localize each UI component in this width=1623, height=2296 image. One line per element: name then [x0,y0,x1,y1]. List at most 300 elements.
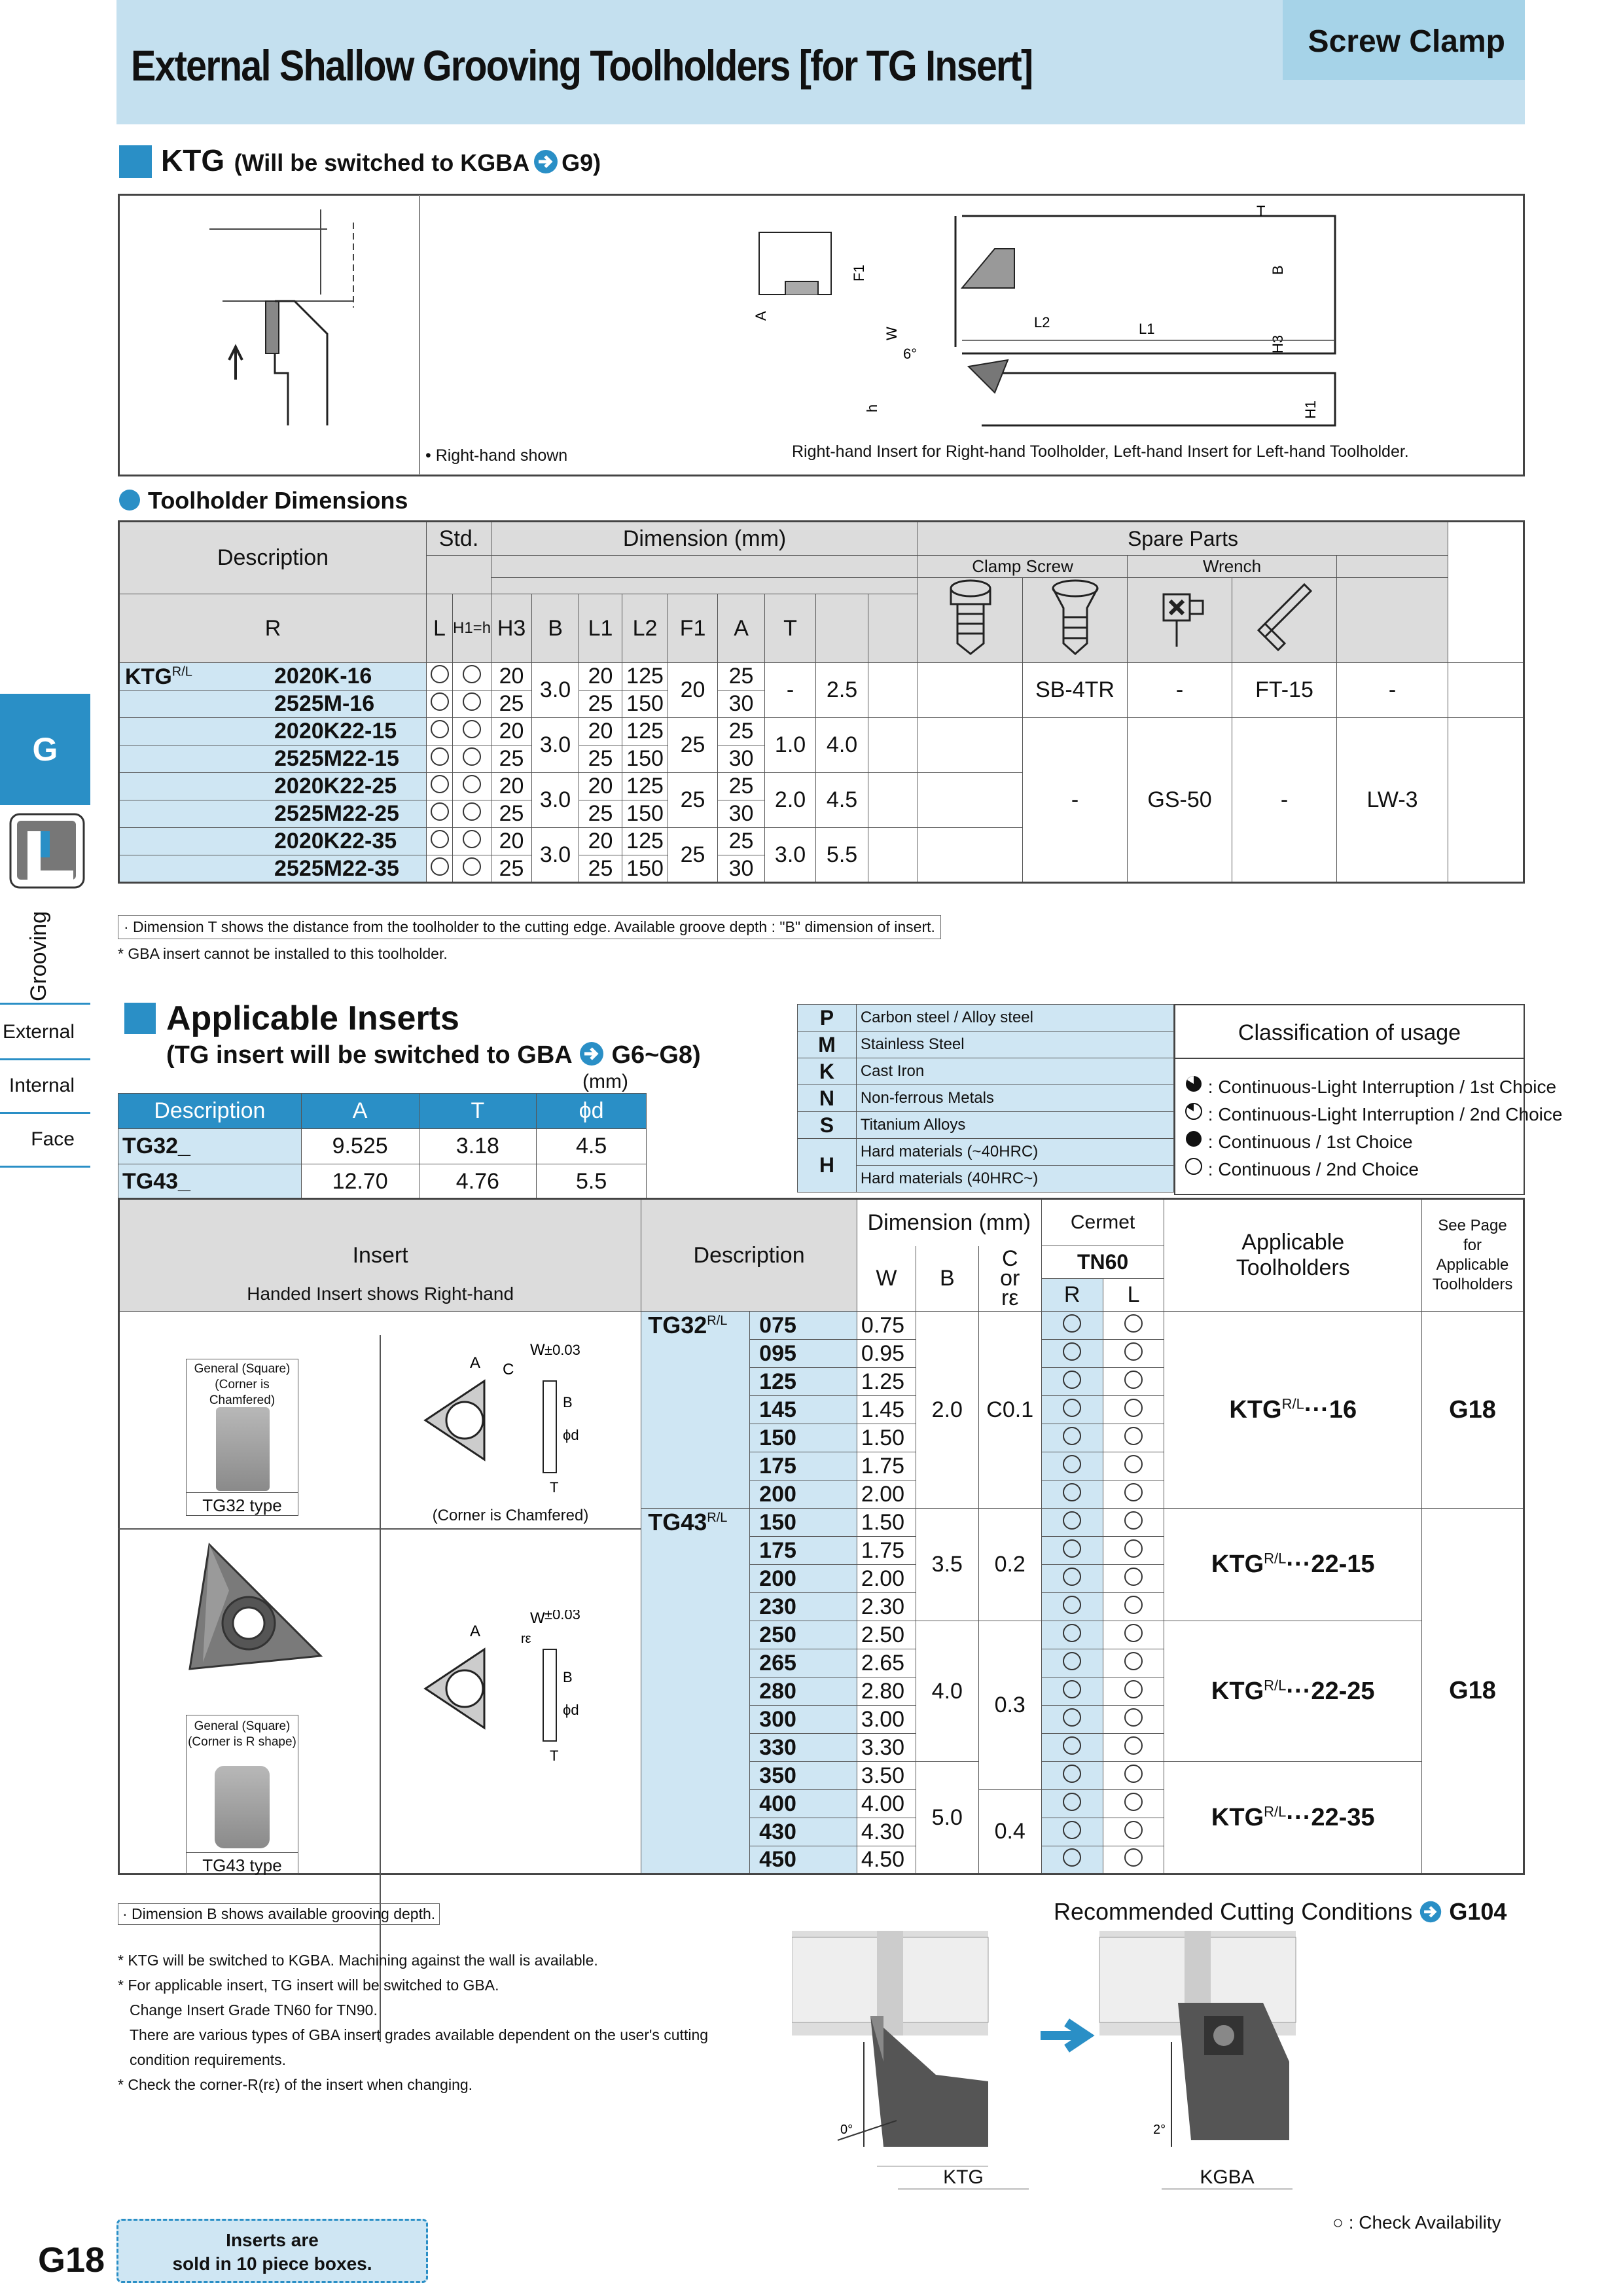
avail-l [1103,1846,1164,1874]
tg43-type-label-1: General (Square) [194,1719,291,1733]
spare-part-cell: - [1337,663,1448,718]
a-cell: - [765,663,816,718]
insert-code: 250 [750,1621,857,1649]
availability-ring-icon [1124,1708,1143,1727]
avail-l [1103,1593,1164,1621]
th-applicable-2: Toolholders [1236,1255,1350,1280]
insert-w: 3.50 [857,1762,916,1790]
t-cell: 4.5 [816,773,868,828]
holder-desc-text: 2020K22-15 [274,719,397,744]
holder-desc-text: 2525M22-15 [274,746,399,771]
th-dimension: Dimension (mm) [491,522,918,556]
sidebar-category-label: Grooving [26,911,51,1001]
boxes-note [116,2219,428,2283]
availability-ring-icon [1063,1680,1081,1698]
spare-part-cell: - [1128,663,1232,718]
f1-cell: 25 [718,828,765,855]
avail-r [1041,1312,1103,1340]
avail-r [1041,1790,1103,1818]
dims-cell: 12.70 [301,1164,419,1200]
recommended-label: Recommended Cutting Conditions [1054,1898,1413,1925]
b-cell: 20 [579,663,622,691]
boxes-line-2: sold in 10 piece boxes. [172,2253,372,2274]
screw-sb-icon [918,578,1023,663]
std-l [453,745,491,773]
avail-l [1103,1312,1164,1340]
l1-cell: 150 [622,745,668,773]
insert-w: 4.50 [857,1846,916,1874]
empty-cell [868,773,918,828]
spare-part-cell: GS-50 [1128,718,1232,883]
tab-internal[interactable]: Internal [0,1060,90,1114]
arrow-circle-icon [579,1041,605,1067]
sidebar-category [20,897,59,1001]
avail-l [1103,1537,1164,1565]
note-gba: * GBA insert cannot be installed to this toolholder. [118,945,448,962]
material-code: S [798,1112,857,1139]
avail-l [1103,1424,1164,1452]
holder-desc [119,718,427,745]
b-cell: 20 [579,828,622,855]
avail-r [1041,1368,1103,1396]
svg-text:W: W [883,327,900,340]
section-ktg-heading [161,143,601,178]
insert-code: 150 [750,1424,857,1452]
note-dim-b-text: · Dimension B shows available grooving depth. [122,1905,436,1922]
availability-ring-icon [431,857,449,876]
th-l: L [427,594,453,663]
category-label: Screw Clamp [1308,24,1505,59]
th-insert-description: Description [641,1199,857,1312]
switch-note: (Will be switched to KGBA [234,149,530,176]
spare-part-cell: - [1023,718,1128,883]
applicable-holder: $KTG^{R/L}\cdot\cdot\cdot 16$ [1164,1312,1422,1509]
legend-text: Continuous / 2nd Choice [1218,1159,1419,1179]
tg32-type-label [187,1361,297,1408]
std-r [427,745,453,773]
availability-ring-icon [1063,1708,1081,1727]
availability-ring-icon [1124,1680,1143,1698]
f1-cell: 30 [718,691,765,718]
page-number: G18 [38,2240,105,2280]
h3-cell: 3.0 [532,718,579,773]
holder-desc-text: 2525M22-25 [274,801,399,826]
tg32-type-label-1: General (Square) [194,1362,291,1376]
open-circle-icon [1185,1157,1203,1175]
b-cell: 20 [579,718,622,745]
avail-l [1103,1368,1164,1396]
th-see-3: Applicable [1436,1256,1509,1274]
th-w: W [857,1246,916,1312]
legend-item: : Continuous-Light Interruption / 1st Choice [1185,1073,1562,1101]
tab-external[interactable]: External [0,1007,90,1060]
std-l [453,691,491,718]
holder-desc [119,828,427,855]
tg43-type-label [187,1719,297,1750]
material-code: K [798,1058,857,1085]
empty-cell [868,828,918,883]
insert-code: 330 [750,1734,857,1762]
th-spare-parts: Spare Parts [918,522,1448,556]
f1-cell: 25 [718,773,765,800]
std-r [427,773,453,800]
series-label: $KTG^{R/L}$ [125,664,192,689]
insert-c: 0.4 [978,1790,1041,1874]
th-wrench: Wrench [1128,556,1337,578]
availability-ring-icon [463,665,481,683]
insert-illustrations [118,1335,641,2042]
applicable-title: Applicable Inserts [166,999,459,1037]
tg32-drawing [399,1342,622,1505]
holder-desc-text: 2020K22-25 [274,774,397,798]
material-code: P [798,1005,857,1031]
see-page[interactable]: G18 [1422,1312,1524,1509]
tg32-type-label-2: (Corner is Chamfered) [209,1378,276,1407]
applicable-subtitle-text: (TG insert will be switched to GBA [166,1041,572,1069]
svg-text:A: A [753,311,769,321]
th-applicable [1164,1199,1422,1312]
bottom-notes [118,1948,708,2097]
tg32-label-d: ϕd [563,1427,579,1443]
spare-part-cell: FT-15 [1232,663,1337,718]
avail-l [1103,1649,1164,1677]
material-code: M [798,1031,857,1058]
dims-cell: 4.5 [537,1129,647,1164]
th-h1: H1=h [453,594,491,663]
insert-code: 125 [750,1368,857,1396]
bottom-note: Change Insert Grade TN60 for TN90. [130,2001,378,2018]
empty-cell [918,828,1023,883]
insert-w: 2.80 [857,1677,916,1706]
avail-r [1041,1509,1103,1537]
th-b: B [532,594,579,663]
availability-ring-icon [431,665,449,683]
availability-ring-icon [1124,1765,1143,1783]
l1-cell: 125 [622,718,668,745]
svg-text:F1: F1 [851,264,867,281]
tg43-label-tol: ±0.03 [544,1610,580,1623]
screw-gs-icon [1023,578,1128,663]
legend-text: Continuous / 1st Choice [1218,1132,1413,1152]
half-filled-circle-icon [1185,1075,1203,1093]
avail-r [1041,1565,1103,1593]
h1-cell: 25 [491,691,532,718]
tg43-label-d: ϕd [563,1702,579,1718]
svg-text:L1: L1 [1139,321,1155,337]
material-row [798,1112,1174,1139]
a-cell: 2.0 [765,773,816,828]
category-tag [1283,0,1525,80]
availability-ring-icon [463,775,481,793]
avail-r [1041,1706,1103,1734]
th-dims-a: A [301,1094,419,1129]
f1-cell: 25 [718,718,765,745]
availability-ring-icon [431,720,449,738]
tg32-corner-note: (Corner is Chamfered) [432,1507,589,1524]
avail-l [1103,1621,1164,1649]
half-open-circle-icon [1185,1102,1203,1121]
insert-code: 150 [750,1509,857,1537]
insert-w: 2.50 [857,1621,916,1649]
availability-ring-icon [1063,1455,1081,1473]
availability-ring-icon [431,775,449,793]
bottom-note: condition requirements. [130,2051,287,2068]
avail-r [1041,1480,1103,1509]
holder-desc-text: 2020K22-35 [274,829,397,853]
insert-w: 1.50 [857,1424,916,1452]
avail-r [1041,1396,1103,1424]
holder-desc [119,800,427,828]
std-l [453,855,491,883]
a-cell: 3.0 [765,828,816,883]
h1-cell: 25 [491,855,532,883]
dims-cell: 4.76 [419,1164,537,1200]
insert-code: 200 [750,1480,857,1509]
recommended-cutting[interactable] [1054,1898,1507,1926]
material-name: Hard materials (~40HRC) [856,1139,1173,1166]
material-code: N [798,1085,857,1112]
t-cell: 5.5 [816,828,868,883]
section-name: KTG [161,143,225,177]
svg-text:H3: H3 [1270,334,1286,353]
bottom-note: * For applicable insert, TG insert will be switched to GBA. [118,1977,499,1994]
insert-w: 2.00 [857,1480,916,1509]
section-marker [119,145,152,178]
kgba-label: KGBA [1162,2166,1293,2189]
th-dims-t: T [419,1094,537,1129]
subsection-dot [119,490,140,511]
l1-cell: 150 [622,691,668,718]
ktg-kgba-comparison [792,1931,1329,2166]
material-row [798,1139,1174,1166]
f1-cell: 30 [718,800,765,828]
l1-cell: 125 [622,663,668,691]
std-r [427,663,453,691]
tg32-label-b: B [563,1394,573,1410]
tg43-label-b: B [563,1669,573,1685]
th-c [978,1246,1041,1312]
tab-divider [0,1003,90,1005]
series-hand: R/L [171,664,192,679]
material-name: Cast Iron [856,1058,1173,1085]
dims-cell: 3.18 [419,1129,537,1164]
legend-text: Continuous-Light Interruption / 1st Choice [1218,1077,1557,1097]
th-ir: R [1041,1279,1103,1312]
insert-dims-table [118,1093,647,1200]
availability-ring-icon [1124,1596,1143,1614]
holder-desc [119,773,427,800]
availability-ring-icon [1063,1652,1081,1670]
th-f1: F1 [668,594,718,663]
th-c-2: or [1000,1266,1020,1291]
material-name: Non-ferrous Metals [856,1085,1173,1112]
svg-text:h: h [864,404,880,412]
std-l [453,828,491,855]
insert-code: 430 [750,1818,857,1846]
spare-part-cell: LW-3 [1337,718,1448,883]
th-grade: TN60 [1041,1246,1164,1279]
classification-legend [1185,1073,1562,1183]
avail-r [1041,1593,1103,1621]
th-r: R [119,594,427,663]
spare-part-cell: SB-4TR [1023,663,1128,718]
applicable-holder: $KTG^{R/L}\cdot\cdot\cdot 22-25$ [1164,1621,1422,1762]
std-l [453,773,491,800]
std-r [427,855,453,883]
std-r [427,691,453,718]
insert-code: 280 [750,1677,857,1706]
avail-r [1041,1762,1103,1790]
th-see-1: See Page [1438,1217,1507,1234]
th-c-1: C [1001,1246,1018,1272]
std-r [427,828,453,855]
insert-w: 1.75 [857,1537,916,1565]
applicable-holder: $KTG^{R/L}\cdot\cdot\cdot 22-35$ [1164,1762,1422,1874]
dims-cell: 9.525 [301,1129,419,1164]
dims-cell: 5.5 [537,1164,647,1200]
wrench-ft-icon [1128,578,1232,663]
avail-r [1041,1734,1103,1762]
insert-code: 450 [750,1846,857,1874]
insert-w: 1.75 [857,1452,916,1480]
empty-cell [918,718,1023,773]
dims-row-tg32: TG32_ [118,1129,302,1164]
availability-ring-icon [1063,1765,1081,1783]
availability-ring-icon [1063,1793,1081,1811]
see-page[interactable]: G18 [1422,1509,1524,1874]
th-applicable-1: Applicable [1241,1230,1345,1255]
availability-ring-icon [431,692,449,711]
th-see-4: Toolholders [1432,1276,1513,1293]
std-l [453,718,491,745]
table-row [119,718,1524,745]
empty-cell [918,773,1023,828]
note-dimension-t [118,915,941,939]
availability-ring-icon [1124,1848,1143,1867]
tg43-type-label-2: (Corner is R shape) [188,1735,296,1749]
th-insert-label: Insert [352,1242,408,1268]
avail-r [1041,1818,1103,1846]
boxes-line-1: Inserts are [226,2230,319,2250]
tab-face[interactable]: Face [0,1114,90,1168]
tg32-label-a: A [470,1354,481,1372]
angle-left: 0° [840,2123,853,2137]
svg-text:T: T [1257,203,1266,219]
grooving-icon [8,812,88,891]
avail-l [1103,1396,1164,1424]
availability-ring-icon [1063,1568,1081,1586]
legend-item: : Continuous-Light Interruption / 2nd Choice [1185,1101,1562,1128]
wrench-lw-icon [1232,578,1337,663]
l1-cell: 125 [622,828,668,855]
material-name: Stainless Steel [856,1031,1173,1058]
availability-ring-icon [463,857,481,876]
applicable-holder: $KTG^{R/L}\cdot\cdot\cdot 22-15$ [1164,1509,1422,1621]
arrow-circle-icon [533,149,559,175]
h1-cell: 20 [491,773,532,800]
avail-l [1103,1706,1164,1734]
tg32-label-w: W [530,1342,545,1359]
insert-code: 075 [750,1312,857,1340]
insert-w: 3.30 [857,1734,916,1762]
availability-ring-icon [1063,1539,1081,1558]
th-see-page [1422,1199,1524,1312]
h1-cell: 20 [491,718,532,745]
t-cell: 4.0 [816,718,868,773]
tg43-drawing [399,1610,622,1767]
avail-r [1041,1424,1103,1452]
holder-desc [119,663,427,691]
availability-ring-icon [1063,1624,1081,1642]
avail-l [1103,1565,1164,1593]
b-cell: 25 [579,691,622,718]
availability-ring-icon [1124,1399,1143,1417]
material-code: H [798,1139,857,1193]
bottom-note: * Check the corner-R(rε) of the insert when changing. [118,2076,473,2093]
insert-w: 2.00 [857,1565,916,1593]
th-il: L [1103,1279,1164,1312]
insert-w: 4.30 [857,1818,916,1846]
holder-desc [119,745,427,773]
switch-ref: G9) [562,149,601,176]
spare-part-cell: - [1232,718,1337,883]
avail-l [1103,1677,1164,1706]
availability-ring-icon [1124,1624,1143,1642]
holder-desc-text: 2525M-16 [274,691,375,716]
insert-code: 300 [750,1706,857,1734]
insert-code: 145 [750,1396,857,1424]
availability-ring-icon [1063,1596,1081,1614]
tg43-label-re: rε [521,1632,531,1646]
th-t: T [765,594,816,663]
availability-ring-icon [1063,1314,1081,1333]
h1-cell: 20 [491,828,532,855]
availability-ring-icon [1124,1736,1143,1755]
avail-l [1103,1734,1164,1762]
b-cell: 25 [579,800,622,828]
bottom-note: * KTG will be switched to KGBA. Machining against the wall is available. [118,1952,598,1969]
sidebar-tab-letter: G [0,694,90,805]
material-name: Carbon steel / Alloy steel [856,1005,1173,1031]
insert-w: 1.50 [857,1509,916,1537]
applicable-subtitle-ref: G6~G8) [611,1041,701,1069]
h3-cell: 3.0 [532,828,579,883]
toolholder-table [118,520,1525,884]
std-l [453,800,491,828]
availability-ring-icon [431,830,449,848]
insert-code: 095 [750,1340,857,1368]
th-ib: B [916,1246,978,1312]
availability-ring-icon [1063,1371,1081,1389]
toolholder-heading: Toolholder Dimensions [148,487,408,514]
insert-w: 0.75 [857,1312,916,1340]
th-dims-desc: Description [118,1094,302,1129]
availability-ring-icon [463,802,481,821]
insert-series-name: TG32 [648,1312,707,1338]
tg43-type-name: TG43 type [186,1852,298,1876]
availability-ring-icon [1124,1455,1143,1473]
insert-w: 4.00 [857,1790,916,1818]
avail-r [1041,1452,1103,1480]
th-handed: Handed Insert shows Right-hand [247,1283,514,1304]
tool-front-drawing [196,203,406,439]
availability-ring-icon [1124,1314,1143,1333]
b-cell: 20 [579,773,622,800]
tg43-square-photo [215,1766,270,1848]
tg32-square-photo [216,1407,270,1491]
th-insert [119,1199,641,1312]
availability-ring-icon [1124,1539,1143,1558]
